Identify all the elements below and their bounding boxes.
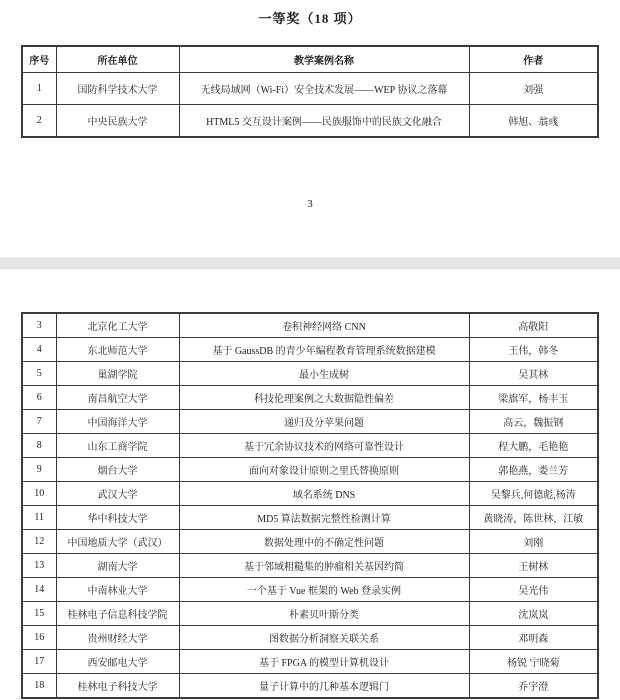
cell-case: MD5 算法数据完整性检测计算 <box>179 506 469 530</box>
cell-author: 沈岚岚 <box>469 602 598 626</box>
cell-no: 9 <box>22 458 56 482</box>
table-row <box>22 650 598 674</box>
cell-no: 6 <box>22 386 56 410</box>
cell-case: 量子计算中的几种基本逻辑门 <box>179 674 469 699</box>
cell-case: 朴素贝叶斯分类 <box>179 602 469 626</box>
table-row <box>22 410 598 434</box>
cell-unit: 西安邮电大学 <box>56 650 179 674</box>
cell-author: 刘强 <box>469 73 598 105</box>
cell-case: 域名系统 DNS <box>179 482 469 506</box>
header-case: 教学案例名称 <box>179 46 469 73</box>
page-title: 一等奖（18 项） <box>258 11 362 26</box>
cell-case: 基于 FPGA 的模型计算机设计 <box>179 650 469 674</box>
cell-no: 7 <box>22 410 56 434</box>
cell-author: 吴其林 <box>469 362 598 386</box>
cell-unit: 中南林业大学 <box>56 578 179 602</box>
cell-case: 基于冗余协议技术的网络可靠性设计 <box>179 434 469 458</box>
award-table-page2 <box>21 312 599 699</box>
cell-author: 王树林 <box>469 554 598 578</box>
cell-case: 最小生成树 <box>179 362 469 386</box>
cell-no: 18 <box>22 674 56 699</box>
table-row <box>22 554 598 578</box>
cell-author: 韩旭、翁彧 <box>469 105 598 138</box>
cell-author: 高敬阳 <box>469 313 598 338</box>
header-author: 作者 <box>469 46 598 73</box>
cell-no: 13 <box>22 554 56 578</box>
cell-case: 图数据分析洞察关联关系 <box>179 626 469 650</box>
cell-author: 邓明森 <box>469 626 598 650</box>
cell-unit: 东北师范大学 <box>56 338 179 362</box>
cell-case: 基于邻域粗糙集的肿瘤相关基因约简 <box>179 554 469 578</box>
cell-author: 杨锐 宁晓菊 <box>469 650 598 674</box>
cell-author: 高云，魏振钢 <box>469 410 598 434</box>
cell-author: 程大鹏，毛艳艳 <box>469 434 598 458</box>
table-row <box>22 602 598 626</box>
cell-unit: 中国地质大学（武汉） <box>56 530 179 554</box>
table-row <box>22 482 598 506</box>
cell-author: 吴黎兵,何德彪,杨涛 <box>469 482 598 506</box>
cell-no: 16 <box>22 626 56 650</box>
cell-case: 递归及分苹果问题 <box>179 410 469 434</box>
cell-case: 一个基于 Vue 框架的 Web 登录实例 <box>179 578 469 602</box>
cell-no: 17 <box>22 650 56 674</box>
cell-unit: 湖南大学 <box>56 554 179 578</box>
table-row <box>22 578 598 602</box>
table-row <box>22 434 598 458</box>
table-row <box>22 626 598 650</box>
cell-no: 11 <box>22 506 56 530</box>
header-no: 序号 <box>22 46 56 73</box>
cell-no: 3 <box>22 313 56 338</box>
cell-unit: 中央民族大学 <box>56 105 179 138</box>
document-page-2 <box>0 270 620 700</box>
table-row <box>22 73 598 105</box>
document-page-1 <box>0 0 620 257</box>
cell-author: 梁旗军，杨丰玉 <box>469 386 598 410</box>
cell-unit: 国防科学技术大学 <box>56 73 179 105</box>
cell-case: 数据处理中的不确定性问题 <box>179 530 469 554</box>
cell-author: 乔宇澄 <box>469 674 598 699</box>
cell-unit: 华中科技大学 <box>56 506 179 530</box>
cell-no: 10 <box>22 482 56 506</box>
table-header-row <box>22 46 598 73</box>
page-gap-divider <box>0 257 620 270</box>
cell-author: 吴光伟 <box>469 578 598 602</box>
cell-unit: 南昌航空大学 <box>56 386 179 410</box>
cell-no: 5 <box>22 362 56 386</box>
award-table-page1 <box>21 45 599 138</box>
table-row <box>22 105 598 138</box>
table-row <box>22 458 598 482</box>
cell-author: 黄晓涛，陈世林，江敏 <box>469 506 598 530</box>
page-number: 3 <box>307 198 313 210</box>
cell-unit: 山东工商学院 <box>56 434 179 458</box>
cell-case: HTML5 交互设计案例——民族服饰中的民族文化融合 <box>179 105 469 138</box>
cell-no: 1 <box>22 73 56 105</box>
table-row <box>22 530 598 554</box>
cell-case: 科技伦理案例之大数据隐性偏差 <box>179 386 469 410</box>
cell-author: 王伟，韩冬 <box>469 338 598 362</box>
table-row <box>22 338 598 362</box>
cell-no: 14 <box>22 578 56 602</box>
table-row <box>22 313 598 338</box>
cell-unit: 桂林电子科技大学 <box>56 674 179 699</box>
cell-unit: 北京化工大学 <box>56 313 179 338</box>
table-row <box>22 674 598 699</box>
cell-case: 面向对象设计原则之里氏替换原则 <box>179 458 469 482</box>
cell-case: 无线局域网（Wi-Fi）安全技术发展——WEP 协议之落幕 <box>179 73 469 105</box>
cell-unit: 中国海洋大学 <box>56 410 179 434</box>
cell-unit: 桂林电子信息科技学院 <box>56 602 179 626</box>
table-row <box>22 506 598 530</box>
cell-author: 刘刚 <box>469 530 598 554</box>
table-row <box>22 386 598 410</box>
cell-case: 基于 GaussDB 的青少年编程教育管理系统数据建模 <box>179 338 469 362</box>
cell-no: 4 <box>22 338 56 362</box>
table-row <box>22 362 598 386</box>
cell-unit: 烟台大学 <box>56 458 179 482</box>
cell-author: 郭艳燕，娄兰芳 <box>469 458 598 482</box>
header-unit: 所在单位 <box>56 46 179 73</box>
cell-no: 15 <box>22 602 56 626</box>
cell-no: 8 <box>22 434 56 458</box>
cell-unit: 巢湖学院 <box>56 362 179 386</box>
cell-no: 12 <box>22 530 56 554</box>
cell-case: 卷积神经网络 CNN <box>179 313 469 338</box>
cell-unit: 武汉大学 <box>56 482 179 506</box>
cell-no: 2 <box>22 105 56 138</box>
cell-unit: 贵州财经大学 <box>56 626 179 650</box>
